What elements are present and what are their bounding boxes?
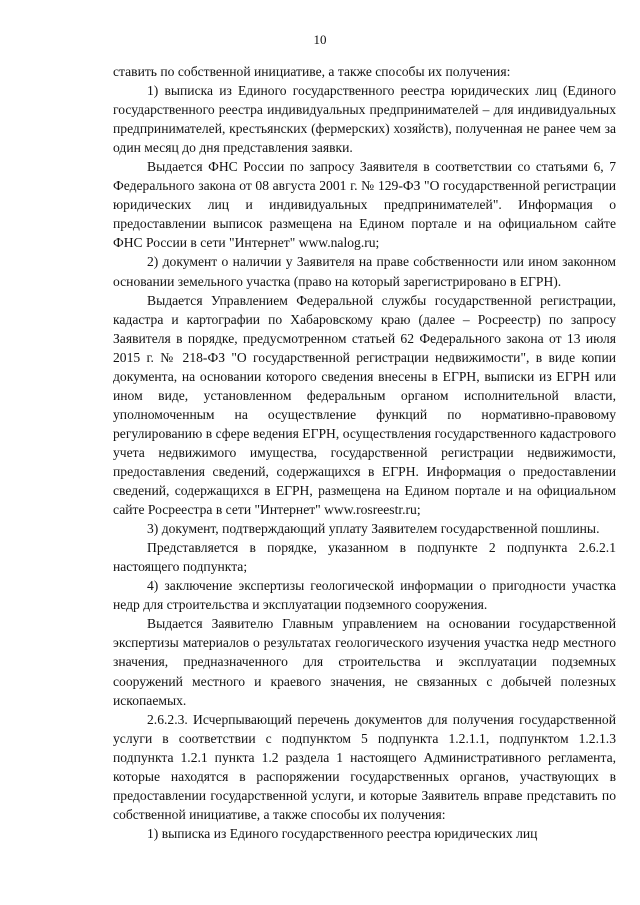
paragraph: 2) документ о наличии у Заявителя на праве собственности или ином законном основании земельного участка (право на который зарегистрировано в ЕГРН). <box>113 254 616 289</box>
paragraph: 1) выписка из Единого государственного реестра юридических лиц (Единого государственного реестра индивидуальных предпринимателей – для индивидуальных предпринимателей, крестьянских (фермерских) хозяйств), полученная не ранее чем за один месяц до дня представления заявки. <box>113 83 616 156</box>
paragraph: ставить по собственной инициативе, а также способы их получения: <box>113 64 511 79</box>
paragraph: Выдается ФНС России по запросу Заявителя в соответствии со статьями 6, 7 Федерального закона от 08 августа 2001 г. № 129-ФЗ "О государственной регистрации юридических лиц и индивидуальных предпринимателей". Информация о предоставлении выписок размещена на Едином портале и на официальном сайте ФНС России в сети "Интернет" www.nalog.ru; <box>113 159 616 251</box>
paragraph: 3) документ, подтверждающий уплату Заявителем государственной пошлины. <box>147 521 600 537</box>
paragraph: Представляется в порядке, указанном в подпункте 2 подпункта 2.6.2.1 настоящего подпункта; <box>113 540 616 575</box>
paragraph: 1) выписка из Единого государственного реестра юридических лиц <box>147 825 538 841</box>
paragraph: 4) заключение экспертизы геологической информации о пригодности участка недр для строительства и эксплуатации подземного сооружения. <box>113 578 616 613</box>
paragraph: Выдается Заявителю Главным управлением на основании государственной экспертизы материалов о результатах геологического изучения участка недр местного значения, предназначенного для строительства и эксплуатации подземных сооружений местного и краевого значения, не связанных с добычей полезных ископаемых. <box>113 616 616 708</box>
page-number: 10 <box>313 32 327 47</box>
paragraph: Выдается Управлением Федеральной службы государственной регистрации, кадастра и картографии по Хабаровскому краю (далее – Росреестр) по запросу Заявителя в порядке, предусмотренном статьей 62 Федерального закона от 13 июля 2015 г. № 218-ФЗ "О государственной регистрации недвижимости", в виде копии документа, на основании которого сведения внесены в ЕГРН, выписки из ЕГРН или ином виде, установленном федеральным органом исполнительной власти, уполномоченным на осуществление функций по нормативно-правовому регулированию в сфере ведения ЕГРН, осуществления государственного кадастрового учета недвижимого имущества, государственной регистрации недвижимости, предоставления сведений, содержащихся в ЕГРН. Информация о предоставлении сведений, содержащихся в ЕГРН, размещена на Едином портале и на официальном сайте Росреестра в сети "Интернет" www.rosreestr.ru; <box>113 292 616 518</box>
document-body <box>113 62 616 843</box>
paragraph: 2.6.2.3. Исчерпывающий перечень документов для получения государственной услуги в соответствии с подпунктом 5 подпункта 1.2.1.1, подпунктом 1.2.1.3 подпункта 1.2.1 пункта 1.2 раздела 1 настоящего Административного регламента, которые находятся в распоряжении государственных органов, участвующих в предоставлении государственной услуги, и которые Заявитель вправе представить по собственной инициативе, а также способы их получения: <box>113 711 616 822</box>
